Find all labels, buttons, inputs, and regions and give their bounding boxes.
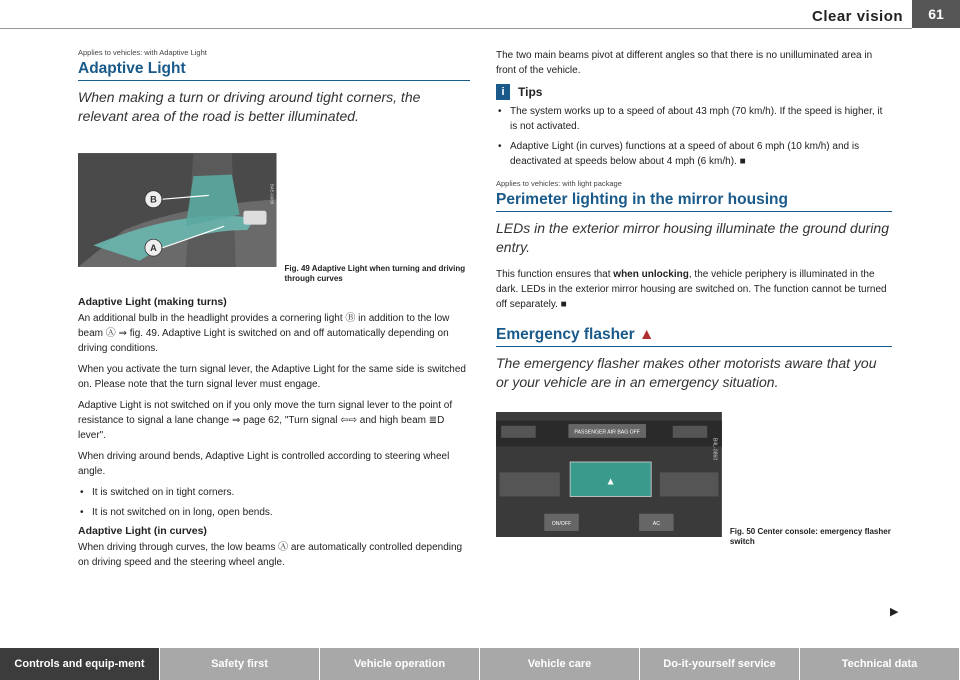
ac-label: AC bbox=[652, 520, 660, 527]
paragraph: The two main beams pivot at different angles so that there is no unilluminated area in front of the vehicle. bbox=[496, 50, 873, 76]
paragraph: When driving through curves, the low beams Ⓐ are automatically controlled depending on driving speed and the steering wheel angle. bbox=[78, 542, 463, 568]
section-lead: LEDs in the exterior mirror housing illuminate the ground during entry. bbox=[496, 220, 889, 255]
paragraph: This function ensures that when unlocking, the vehicle periphery is illuminated in the dark. LEDs in the exterior mirror housing are switched on. The function cannot be turned off separately. ■ bbox=[496, 269, 887, 310]
section-lead: The emergency flasher makes other motorists aware that you or your vehicle are in an emergency situation. bbox=[496, 355, 877, 390]
page-number: 61 bbox=[912, 0, 960, 28]
info-icon: i bbox=[496, 84, 510, 100]
chapter-title: Clear vision bbox=[812, 8, 904, 25]
figure-caption: Fig. 50 Center console: emergency flasher switch bbox=[729, 527, 891, 546]
label-a: A bbox=[150, 242, 157, 253]
tip-item: • The system works up to a speed of about 43 mph (70 km/h). If the speed is higher, it is not activated. bbox=[496, 104, 892, 134]
subheading-turns: Adaptive Light (making turns) bbox=[78, 296, 227, 308]
label-b: B bbox=[150, 194, 157, 205]
figure-49 bbox=[78, 136, 470, 284]
tab-controls[interactable]: Controls and equip-ment bbox=[0, 648, 160, 680]
subheading-curves: Adaptive Light (in curves) bbox=[78, 525, 207, 537]
applies-note: Applies to vehicles: with light package bbox=[496, 179, 622, 188]
figure-caption: Fig. 49 Adaptive Light when turning and driving through curves bbox=[284, 264, 466, 283]
tab-care[interactable]: Vehicle care bbox=[480, 648, 640, 680]
tab-diy[interactable]: Do-it-yourself service bbox=[640, 648, 800, 680]
onoff-label: ON/OFF bbox=[551, 520, 572, 527]
tip-item: • Adaptive Light (in curves) functions at a speed of about 6 mph (10 km/h) and is deactivated at speeds below about 4 mph (6 km/h). ■ bbox=[496, 139, 892, 169]
paragraph: When you activate the turn signal lever, the Adaptive Light for the same side is switched on. Please note that the turn signal lever must engage. bbox=[78, 364, 466, 390]
paragraph: When driving around bends, Adaptive Light is controlled according to steering wheel angle. bbox=[78, 451, 450, 477]
footer-nav bbox=[0, 648, 960, 680]
tab-technical[interactable]: Technical data bbox=[800, 648, 960, 680]
tab-operation[interactable]: Vehicle operation bbox=[320, 648, 480, 680]
bullet-item: • It is switched on in tight corners. bbox=[78, 485, 470, 500]
section-heading: Perimeter lighting in the mirror housing bbox=[496, 191, 892, 212]
center-console-illustration bbox=[496, 402, 722, 547]
hazard-triangle-icon: ▲ bbox=[605, 476, 616, 488]
section-heading: Adaptive Light bbox=[78, 60, 470, 81]
paragraph: Adaptive Light is not switched on if you only move the turn signal lever to the point of resistance to signal a lane change ⇒ page 62, "Turn signal ⇦⇨ and high beam ≣D lever". bbox=[78, 400, 453, 441]
bullet-item: • It is not switched on in long, open bends. bbox=[78, 505, 470, 520]
tab-safety[interactable]: Safety first bbox=[160, 648, 320, 680]
airbag-label: PASSENGER AIR BAG OFF bbox=[574, 429, 640, 436]
right-column bbox=[496, 48, 892, 559]
applies-note: Applies to vehicles: with Adaptive Light bbox=[78, 48, 207, 57]
tips-header bbox=[496, 84, 892, 100]
header-divider bbox=[0, 28, 912, 29]
adaptive-light-illustration bbox=[78, 136, 277, 284]
left-column bbox=[78, 48, 470, 576]
paragraph: An additional bulb in the headlight provides a cornering light Ⓑ in addition to the low beam Ⓐ ⇒ fig. 49. Adaptive Light is switched on and off automatically depending on driving conditions. bbox=[78, 313, 450, 354]
figure-50 bbox=[496, 402, 892, 547]
warning-triangle-icon: ▲ bbox=[639, 326, 655, 343]
continue-arrow-icon: ▶ bbox=[890, 606, 899, 618]
section-lead: When making a turn or driving around tight corners, the relevant area of the road is better illuminated. bbox=[78, 89, 421, 124]
figure-code: B4L-0860 bbox=[711, 437, 718, 461]
figure-code: B4E-0988 bbox=[269, 183, 275, 205]
tips-label: Tips bbox=[518, 85, 543, 99]
section-heading: Emergency flasher ▲ bbox=[496, 326, 892, 347]
